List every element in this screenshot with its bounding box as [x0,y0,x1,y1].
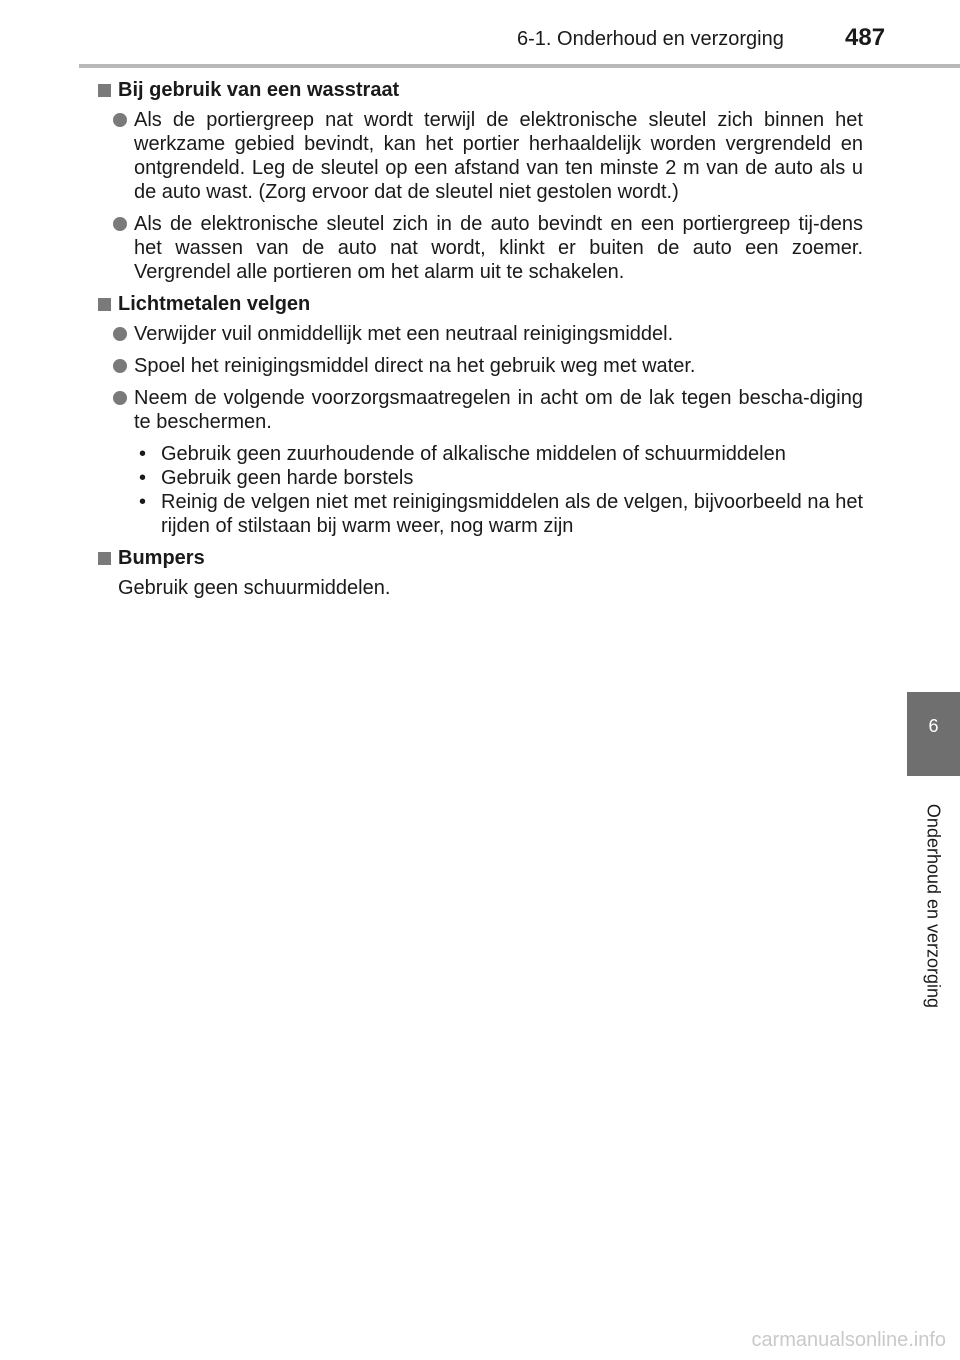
list-item-text: Neem de volgende voorzorgsmaatregelen in acht om de lak tegen bescha-diging te beschermen. [134,387,863,433]
circle-bullet-icon [113,391,127,405]
bullet-dot-icon: • [139,491,147,513]
sub-list-item [133,442,863,466]
chapter-tab[interactable] [907,692,960,776]
section-wasstraat [98,78,863,284]
square-bullet-icon [98,298,111,311]
sub-list-item [133,466,863,490]
list-item [98,212,863,284]
square-bullet-icon [98,552,111,565]
square-bullet-icon [98,84,111,97]
section-bumpers [98,546,863,600]
section-heading [98,78,863,102]
heading-text: Bumpers [118,547,205,569]
list-item-text: Als de elektronische sleutel zich in de auto bevindt en een portiergreep tij-dens het wassen van de auto nat wordt, klinkt er buiten de auto een zoemer. Vergrendel alle portieren om het alarm uit te schakelen. [134,213,863,283]
watermark: carmanualsonline.info [751,1329,946,1351]
circle-bullet-icon [113,359,127,373]
sub-list-item [133,490,863,538]
bullet-dot-icon: • [139,467,147,489]
section-title: 6-1. Onderhoud en verzorging [517,28,784,50]
sub-list-item-text: Gebruik geen harde borstels [161,467,414,489]
body-text: Gebruik geen schuurmiddelen. [118,577,391,599]
page-number: 487 [845,24,886,51]
bullet-dot-icon: • [139,443,147,465]
sub-list [98,442,863,538]
list-item [98,108,863,204]
chapter-label: Onderhoud en verzorging [923,803,944,1009]
heading-text: Bij gebruik van een wasstraat [118,79,400,101]
sub-list-item-text: Reinig de velgen niet met reinigingsmiddelen als de velgen, bijvoorbeeld na het rijden of stilstaan bij warm weer, nog warm zijn [161,491,863,537]
circle-bullet-icon [113,113,127,127]
sub-list-item-text: Gebruik geen zuurhoudende of alkalische middelen of schuurmiddelen [161,443,786,465]
section-lichtmetalen-velgen [98,292,863,538]
list-item-text: Verwijder vuil onmiddellijk met een neutraal reinigingsmiddel. [134,323,674,345]
list-item [98,354,863,378]
section-heading [98,292,863,316]
chapter-number: 6 [928,716,939,736]
page-content [98,78,863,600]
list-item [98,322,863,346]
list-item-text: Als de portiergreep nat wordt terwijl de elektronische sleutel zich binnen het werkzame gebied bevindt, kan het portier herhaaldelijk worden vergrendeld en ontgrendeld. Leg de sleutel op een afstand van ten minste 2 m van de auto als u de auto wast. (Zorg ervoor dat de sleutel niet gestolen wordt.) [134,109,863,203]
section-heading [98,546,863,570]
circle-bullet-icon [113,217,127,231]
list-item-text: Spoel het reinigingsmiddel direct na het gebruik weg met water. [134,355,696,377]
header-divider [79,64,960,68]
list-item [98,386,863,434]
heading-text: Lichtmetalen velgen [118,293,311,315]
circle-bullet-icon [113,327,127,341]
